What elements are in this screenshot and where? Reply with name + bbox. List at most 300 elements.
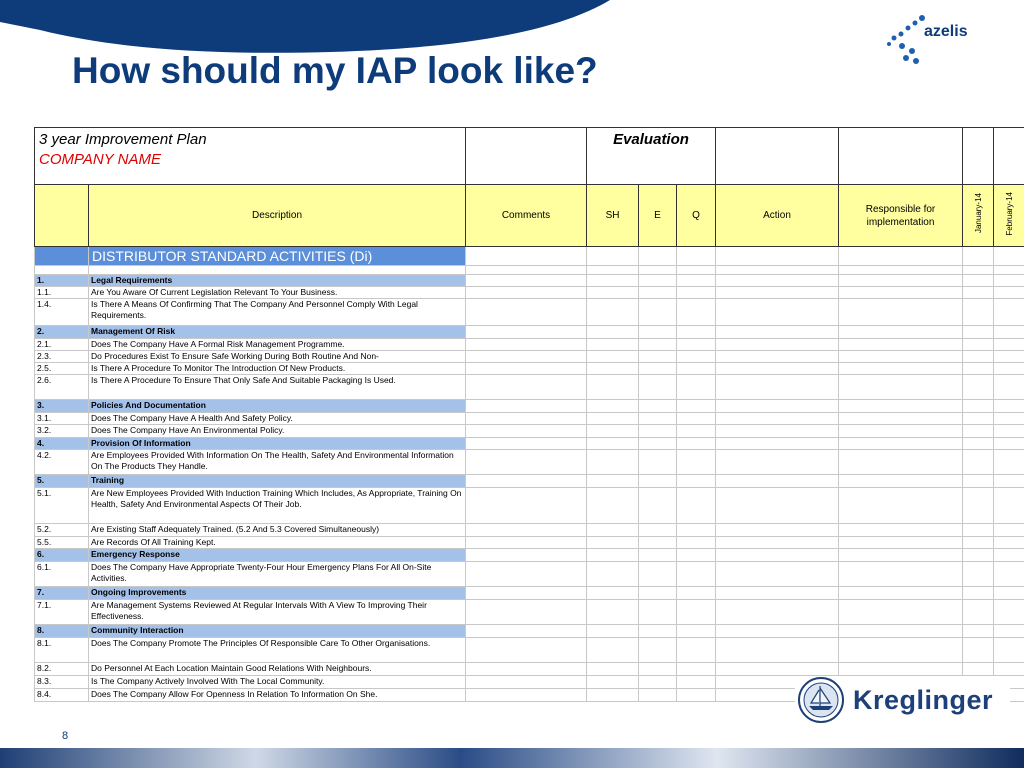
row-description: Does The Company Have An Environmental Policy. xyxy=(89,425,466,438)
empty-cell xyxy=(716,339,839,351)
empty-cell xyxy=(839,438,963,450)
empty-cell xyxy=(639,425,677,438)
row-number: 5. xyxy=(35,475,89,488)
empty-cell xyxy=(994,299,1024,326)
empty-cell xyxy=(994,339,1024,351)
bottom-band-decoration xyxy=(0,748,1024,768)
empty-cell xyxy=(587,275,639,287)
empty-cell xyxy=(963,600,994,625)
company-name: COMPANY NAME xyxy=(39,151,161,168)
row-number: 7.1. xyxy=(35,600,89,625)
empty-cell xyxy=(716,625,839,638)
empty-cell xyxy=(963,287,994,299)
empty-cell xyxy=(677,363,716,375)
col-description: Description xyxy=(89,185,466,247)
row-number: 7. xyxy=(35,587,89,600)
section-title: Emergency Response xyxy=(89,549,466,562)
empty-cell xyxy=(587,562,639,587)
empty-cell xyxy=(994,524,1024,537)
plan-header-cell xyxy=(35,128,466,185)
empty-cell xyxy=(587,638,639,663)
row-description: Are Employees Provided With Information On The Health, Safety And Environmental Information On The Products They Handle. xyxy=(89,450,466,475)
empty-cell xyxy=(994,326,1024,339)
empty-cell xyxy=(466,488,587,524)
empty-cell xyxy=(994,351,1024,363)
col-february: February-14 xyxy=(1004,191,1014,236)
row-number: 2. xyxy=(35,326,89,339)
empty-cell xyxy=(466,438,587,450)
row-number: 8.3. xyxy=(35,676,89,689)
empty-cell xyxy=(994,266,1024,275)
row-number: 3.1. xyxy=(35,413,89,425)
empty-cell xyxy=(466,299,587,326)
empty-cell xyxy=(963,438,994,450)
empty-cell xyxy=(994,363,1024,375)
table-row xyxy=(35,266,1024,275)
empty-cell xyxy=(677,524,716,537)
table-row xyxy=(35,413,1024,425)
empty-cell xyxy=(716,275,839,287)
empty-cell xyxy=(466,625,587,638)
row-description: Are Management Systems Reviewed At Regular Intervals With A View To Improving Their Effectiveness. xyxy=(89,600,466,625)
row-number: 6. xyxy=(35,549,89,562)
empty-cell xyxy=(716,400,839,413)
empty-cell xyxy=(639,266,677,275)
row-number: 6.1. xyxy=(35,562,89,587)
row-description: Does The Company Have Appropriate Twenty-Four Hour Emergency Plans For All On-Site Activities. xyxy=(89,562,466,587)
empty-cell xyxy=(839,363,963,375)
empty-cell xyxy=(994,549,1024,562)
empty-cell xyxy=(587,625,639,638)
table-row xyxy=(35,299,1024,326)
empty-cell xyxy=(839,413,963,425)
empty-cell xyxy=(587,587,639,600)
empty-cell xyxy=(677,266,716,275)
empty-cell xyxy=(716,562,839,587)
empty-cell xyxy=(677,287,716,299)
empty-cell xyxy=(994,275,1024,287)
empty-cell xyxy=(466,663,587,676)
row-number: 3. xyxy=(35,400,89,413)
empty-cell xyxy=(587,689,639,702)
section-title: Training xyxy=(89,475,466,488)
empty-cell xyxy=(677,299,716,326)
empty-cell xyxy=(639,287,677,299)
empty-cell xyxy=(466,676,587,689)
empty-cell xyxy=(994,600,1024,625)
empty-cell xyxy=(716,475,839,488)
empty-cell xyxy=(994,287,1024,299)
empty-cell xyxy=(587,488,639,524)
empty-cell xyxy=(994,488,1024,524)
empty-cell xyxy=(963,413,994,425)
empty-cell xyxy=(587,400,639,413)
empty-cell xyxy=(716,363,839,375)
empty-cell xyxy=(587,266,639,275)
empty-cell xyxy=(639,475,677,488)
empty-cell xyxy=(963,351,994,363)
empty-cell xyxy=(639,351,677,363)
empty-cell xyxy=(639,549,677,562)
empty-cell xyxy=(839,524,963,537)
empty-cell xyxy=(587,524,639,537)
empty-cell xyxy=(677,537,716,549)
empty-cell xyxy=(639,689,677,702)
section-title: Provision Of Information xyxy=(89,438,466,450)
row-description: Is There A Procedure To Ensure That Only Safe And Suitable Packaging Is Used. xyxy=(89,375,466,400)
empty-cell xyxy=(639,438,677,450)
empty-cell xyxy=(839,351,963,363)
empty-cell xyxy=(587,549,639,562)
evaluation-title: Evaluation xyxy=(613,131,689,148)
section-title: Community Interaction xyxy=(89,625,466,638)
empty-cell xyxy=(963,549,994,562)
empty-cell xyxy=(716,413,839,425)
empty-cell xyxy=(963,363,994,375)
empty-cell xyxy=(639,363,677,375)
empty-cell xyxy=(587,363,639,375)
row-description: Do Procedures Exist To Ensure Safe Working During Both Routine And Non- xyxy=(89,351,466,363)
empty-cell xyxy=(963,562,994,587)
row-number: 1.1. xyxy=(35,287,89,299)
empty-cell xyxy=(994,400,1024,413)
row-number: 4. xyxy=(35,438,89,450)
row-description: Is There A Procedure To Monitor The Introduction Of New Products. xyxy=(89,363,466,375)
empty-cell xyxy=(716,299,839,326)
row-number: 2.6. xyxy=(35,375,89,400)
empty-cell xyxy=(963,299,994,326)
distributor-label: DISTRIBUTOR STANDARD ACTIVITIES (Di) xyxy=(89,247,466,266)
section-row xyxy=(35,625,1024,638)
table-row xyxy=(35,425,1024,438)
empty-cell xyxy=(587,287,639,299)
empty-cell xyxy=(963,625,994,638)
table-row xyxy=(35,663,1024,676)
row-number: 8.2. xyxy=(35,663,89,676)
table-row xyxy=(35,562,1024,587)
col-responsible: Responsible for implementation xyxy=(839,185,963,247)
empty-cell xyxy=(677,676,716,689)
col-sh: SH xyxy=(587,185,639,247)
row-description: Are You Aware Of Current Legislation Relevant To Your Business. xyxy=(89,287,466,299)
empty-cell xyxy=(994,562,1024,587)
empty-cell xyxy=(677,663,716,676)
empty-cell xyxy=(639,339,677,351)
empty-cell xyxy=(466,524,587,537)
azelis-wordmark: azelis xyxy=(924,23,968,40)
empty-cell xyxy=(677,425,716,438)
empty-cell xyxy=(963,488,994,524)
empty-cell xyxy=(677,689,716,702)
table-row xyxy=(35,524,1024,537)
empty-cell xyxy=(716,549,839,562)
empty-cell xyxy=(639,375,677,400)
empty-cell xyxy=(963,537,994,549)
row-number: 5.1. xyxy=(35,488,89,524)
empty-cell xyxy=(587,676,639,689)
row-number: 1.4. xyxy=(35,299,89,326)
empty-cell xyxy=(839,475,963,488)
kreglinger-logo xyxy=(795,676,1010,724)
empty-cell xyxy=(466,450,587,475)
empty-cell xyxy=(677,600,716,625)
empty-cell xyxy=(716,488,839,524)
empty-cell xyxy=(839,600,963,625)
section-title: Legal Requirements xyxy=(89,275,466,287)
empty-cell xyxy=(839,488,963,524)
plan-title: 3 year Improvement Plan xyxy=(39,131,207,148)
empty-cell xyxy=(716,663,839,676)
empty-cell xyxy=(716,537,839,549)
empty-cell xyxy=(839,663,963,676)
empty-cell xyxy=(839,425,963,438)
empty-cell xyxy=(677,549,716,562)
empty-cell xyxy=(639,450,677,475)
empty-cell xyxy=(466,400,587,413)
empty-cell xyxy=(677,488,716,524)
plan-rows xyxy=(35,266,1024,702)
empty-cell xyxy=(677,450,716,475)
empty-cell xyxy=(639,537,677,549)
empty-cell xyxy=(677,587,716,600)
row-description: Does The Company Have A Formal Risk Management Programme. xyxy=(89,339,466,351)
table-row xyxy=(35,638,1024,663)
empty-cell xyxy=(466,537,587,549)
empty-cell xyxy=(839,587,963,600)
row-number xyxy=(35,266,89,275)
table-row xyxy=(35,600,1024,625)
empty-cell xyxy=(839,266,963,275)
empty-cell xyxy=(677,339,716,351)
empty-cell xyxy=(677,562,716,587)
table-row xyxy=(35,488,1024,524)
table-row xyxy=(35,287,1024,299)
empty-cell xyxy=(587,475,639,488)
empty-cell xyxy=(677,275,716,287)
empty-cell xyxy=(466,266,587,275)
row-number: 1. xyxy=(35,275,89,287)
empty-cell xyxy=(716,287,839,299)
empty-cell xyxy=(639,587,677,600)
empty-cell xyxy=(639,326,677,339)
table-row xyxy=(35,537,1024,549)
section-row xyxy=(35,400,1024,413)
empty-cell xyxy=(963,275,994,287)
empty-cell xyxy=(963,475,994,488)
empty-cell xyxy=(639,638,677,663)
empty-cell xyxy=(466,339,587,351)
empty-cell xyxy=(963,339,994,351)
row-description: Are Records Of All Training Kept. xyxy=(89,537,466,549)
section-row xyxy=(35,475,1024,488)
azelis-logo xyxy=(884,12,974,68)
empty-cell xyxy=(677,375,716,400)
empty-cell xyxy=(466,562,587,587)
empty-cell xyxy=(839,537,963,549)
section-row xyxy=(35,549,1024,562)
empty-cell xyxy=(963,587,994,600)
empty-cell xyxy=(963,524,994,537)
empty-cell xyxy=(466,549,587,562)
empty-cell xyxy=(587,375,639,400)
section-title: Management Of Risk xyxy=(89,326,466,339)
row-number: 8.1. xyxy=(35,638,89,663)
empty-cell xyxy=(677,326,716,339)
empty-cell xyxy=(639,663,677,676)
kreglinger-wordmark: Kreglinger xyxy=(853,685,994,715)
empty-cell xyxy=(466,689,587,702)
empty-cell xyxy=(963,450,994,475)
empty-cell xyxy=(994,475,1024,488)
empty-cell xyxy=(716,375,839,400)
empty-cell xyxy=(677,351,716,363)
empty-cell xyxy=(716,524,839,537)
empty-cell xyxy=(639,562,677,587)
empty-cell xyxy=(994,438,1024,450)
row-description: Do Personnel At Each Location Maintain Good Relations With Neighbours. xyxy=(89,663,466,676)
slide-title: How should my IAP look like? xyxy=(72,50,598,91)
empty-cell xyxy=(839,375,963,400)
row-number: 2.3. xyxy=(35,351,89,363)
empty-cell xyxy=(466,413,587,425)
row-description: Are Existing Staff Adequately Trained. (5.2 And 5.3 Covered Simultaneously) xyxy=(89,524,466,537)
empty-cell xyxy=(716,266,839,275)
empty-cell xyxy=(466,638,587,663)
row-description xyxy=(89,266,466,275)
empty-cell xyxy=(466,425,587,438)
empty-cell xyxy=(587,351,639,363)
empty-cell xyxy=(839,625,963,638)
row-description: Does The Company Allow For Openness In Relation To Information On She. xyxy=(89,689,466,702)
table-row xyxy=(35,375,1024,400)
empty-cell xyxy=(639,413,677,425)
empty-cell xyxy=(994,638,1024,663)
empty-cell xyxy=(677,625,716,638)
table-row xyxy=(35,450,1024,475)
empty-cell xyxy=(587,339,639,351)
col-action: Action xyxy=(716,185,839,247)
empty-cell xyxy=(963,326,994,339)
row-description: Does The Company Have A Health And Safety Policy. xyxy=(89,413,466,425)
empty-cell xyxy=(639,625,677,638)
empty-cell xyxy=(639,676,677,689)
table-row xyxy=(35,339,1024,351)
empty-cell xyxy=(839,275,963,287)
page-number: 8 xyxy=(62,730,69,742)
empty-cell xyxy=(587,299,639,326)
empty-cell xyxy=(716,351,839,363)
empty-cell xyxy=(839,450,963,475)
col-comments: Comments xyxy=(466,185,587,247)
row-number: 3.2. xyxy=(35,425,89,438)
empty-cell xyxy=(716,587,839,600)
table-row xyxy=(35,363,1024,375)
empty-cell xyxy=(839,299,963,326)
section-row xyxy=(35,275,1024,287)
row-number: 5.5. xyxy=(35,537,89,549)
empty-cell xyxy=(466,326,587,339)
empty-cell xyxy=(639,524,677,537)
row-number: 5.2. xyxy=(35,524,89,537)
empty-cell xyxy=(587,600,639,625)
empty-cell xyxy=(677,400,716,413)
empty-cell xyxy=(994,663,1024,676)
empty-cell xyxy=(677,475,716,488)
empty-cell xyxy=(963,266,994,275)
empty-cell xyxy=(587,438,639,450)
empty-cell xyxy=(839,562,963,587)
empty-cell xyxy=(994,625,1024,638)
section-row xyxy=(35,438,1024,450)
empty-cell xyxy=(639,600,677,625)
empty-cell xyxy=(639,299,677,326)
empty-cell xyxy=(587,537,639,549)
empty-cell xyxy=(963,425,994,438)
section-row xyxy=(35,326,1024,339)
empty-cell xyxy=(963,400,994,413)
empty-cell xyxy=(466,587,587,600)
empty-cell xyxy=(639,488,677,524)
section-title: Ongoing Improvements xyxy=(89,587,466,600)
empty-cell xyxy=(466,363,587,375)
empty-cell xyxy=(963,638,994,663)
empty-cell xyxy=(587,663,639,676)
empty-cell xyxy=(839,287,963,299)
empty-cell xyxy=(587,413,639,425)
empty-cell xyxy=(466,475,587,488)
empty-cell xyxy=(639,400,677,413)
empty-cell xyxy=(994,425,1024,438)
row-description: Is The Company Actively Involved With The Local Community. xyxy=(89,676,466,689)
empty-cell xyxy=(839,549,963,562)
row-number: 4.2. xyxy=(35,450,89,475)
empty-cell xyxy=(716,450,839,475)
row-number: 8.4. xyxy=(35,689,89,702)
empty-cell xyxy=(466,275,587,287)
empty-cell xyxy=(839,339,963,351)
empty-cell xyxy=(716,438,839,450)
empty-cell xyxy=(466,287,587,299)
row-number: 8. xyxy=(35,625,89,638)
empty-cell xyxy=(839,326,963,339)
row-description: Is There A Means Of Confirming That The Company And Personnel Comply With Legal Requirements. xyxy=(89,299,466,326)
empty-cell xyxy=(716,326,839,339)
col-e: E xyxy=(639,185,677,247)
empty-cell xyxy=(466,351,587,363)
empty-cell xyxy=(677,638,716,663)
kreglinger-emblem-icon xyxy=(797,676,849,724)
empty-cell xyxy=(994,537,1024,549)
section-row xyxy=(35,587,1024,600)
empty-cell xyxy=(994,450,1024,475)
section-title: Policies And Documentation xyxy=(89,400,466,413)
empty-cell xyxy=(716,425,839,438)
empty-cell xyxy=(839,400,963,413)
empty-cell xyxy=(994,413,1024,425)
col-january: January-14 xyxy=(973,193,983,234)
empty-cell xyxy=(587,425,639,438)
table-row xyxy=(35,351,1024,363)
empty-cell xyxy=(677,438,716,450)
row-number: 2.5. xyxy=(35,363,89,375)
col-q: Q xyxy=(677,185,716,247)
row-number: 2.1. xyxy=(35,339,89,351)
empty-cell xyxy=(587,326,639,339)
empty-cell xyxy=(466,600,587,625)
empty-cell xyxy=(587,450,639,475)
empty-cell xyxy=(963,663,994,676)
improvement-plan-table xyxy=(34,127,1024,702)
